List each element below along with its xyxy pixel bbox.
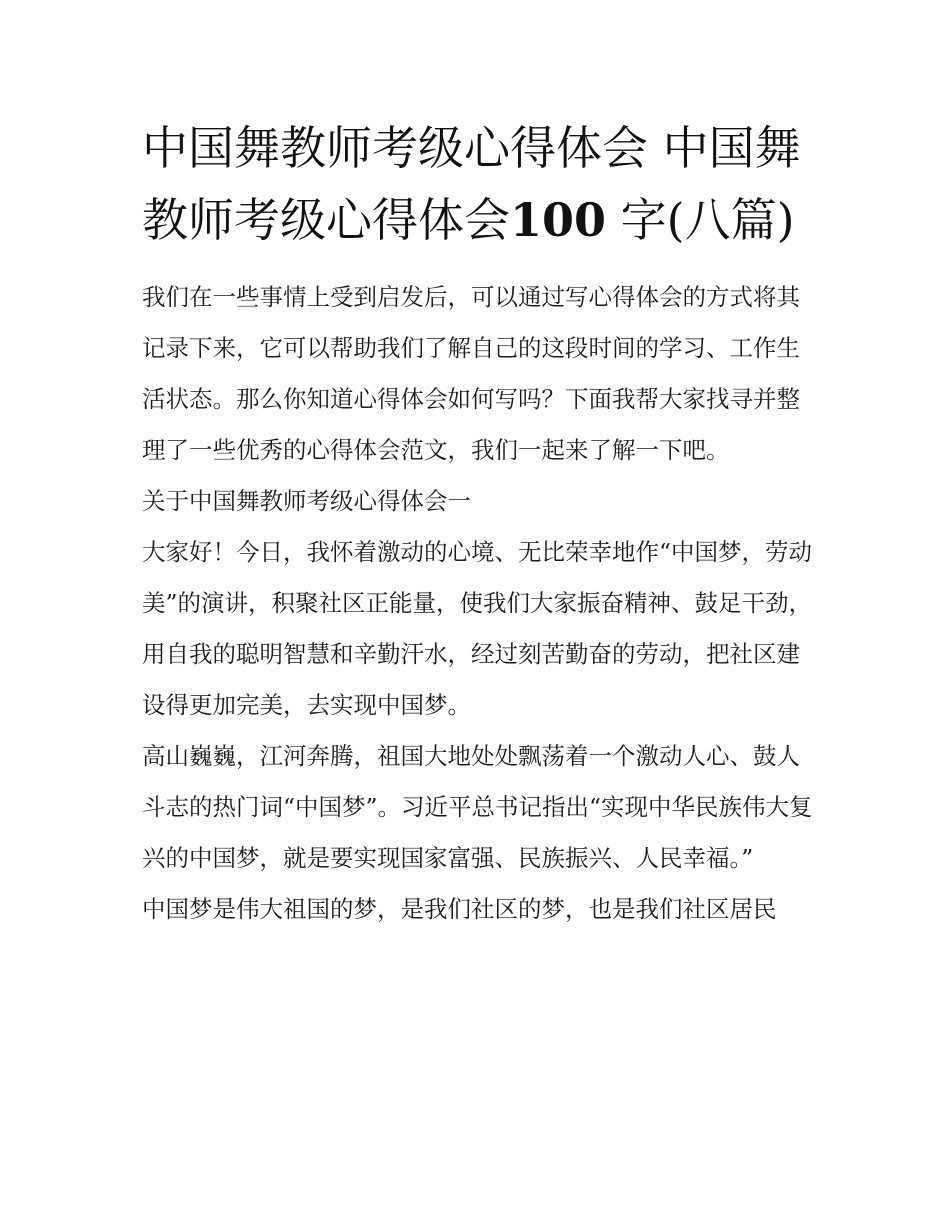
intro-paragraph: 我们在一些事情上受到启发后，可以通过写心得体会的方式将其记录下来，它可以帮助我们了解自己的这段时间的学习、工作生活状态。那么你知道心得体会如何写吗？下面我帮大家找寻并整理了一些优秀的心得体会范文，我们一起来了解一下吧。: [142, 283, 800, 464]
title-number: 100: [510, 193, 607, 247]
section-heading: 关于中国舞教师考级心得体会一: [142, 487, 471, 515]
body-paragraph: 大家好！今日，我怀着激动的心境、无比荣幸地作“中国梦，劳动美”的演讲，积聚社区正能量，使我们大家振奋精神、鼓足干劲，用自我的聪明智慧和辛勤汗水，经过刻苦勤奋的劳动，把社区建设得更加完美，去实现中国梦。: [142, 538, 813, 719]
body-paragraph: 高山巍巍，江河奔腾，祖国大地处处飘荡着一个激动人心、鼓人斗志的热门词“中国梦”。习近平总书记指出“实现中华民族伟大复兴的中国梦，就是要实现国家富强、民族振兴、人民幸福。”: [142, 742, 813, 872]
title-text-part1: 中国舞教师考级心得体会 中国舞教师考级心得体会: [142, 121, 801, 247]
document-content: [142, 112, 818, 935]
document-title: [142, 112, 818, 256]
body-paragraph: 中国梦是伟大祖国的梦，是我们社区的梦，也是我们社区居民: [142, 895, 777, 923]
title-text-part2: 字(八篇): [606, 193, 795, 247]
document-body: [142, 272, 818, 935]
